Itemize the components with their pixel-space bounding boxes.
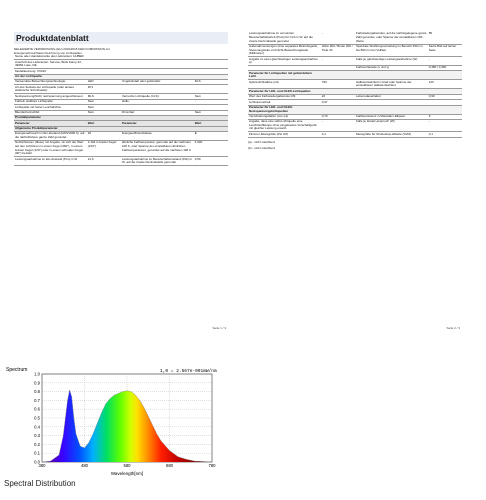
table-cell: Siehe Bild auf letzter Seite: [428, 44, 462, 57]
table-cell: Leistungsaufnahme im Bereitschaftszustand (Psb) in W, auf die zweite Dezimalstelle gerundet: [121, 156, 193, 165]
table-cell: 120: [428, 80, 462, 89]
table-cell: Vernetzte Lichtquelle (CLS):: [121, 94, 194, 99]
table-cell: [428, 105, 462, 114]
table-cell: 0,70: [321, 114, 355, 119]
table-cell: 85: [428, 32, 462, 44]
table-cell: Nutzlichtstrom (Φuse) mit Angabe, ob sich der Wert auf den Lichtstrom in einem Kegel (360°), in einem breiten Kegel (120°) oder in einem schmalen Kegel (90°) bezieht: [14, 141, 87, 157]
table-cell: 0,1: [321, 132, 355, 137]
y-tick-label: 0.7: [34, 397, 40, 403]
table-cell: E: [194, 132, 228, 141]
table-cell: Angabe, dass eine LED-Lichtquelle eine Leuchtstofflampe ohne eingebautes Vorschaltgerät mit gleicher Leistung ersetzt.: [248, 119, 321, 132]
y-ticks: [34, 372, 40, 465]
table-cell: [428, 71, 462, 80]
table-cell: Farbein stellbare Lichtquelle:: [14, 99, 87, 104]
table-cell: Nein: [87, 105, 121, 110]
datasheet-page-1: [14, 32, 228, 332]
table-cell: Anschrift des Lieferanten: Service, Bulls Kamp 22, 49084 Lotte, DE: [14, 60, 87, 69]
table-cell: Wert des Farbwiedergabeindex R9: [248, 94, 321, 99]
table-cell: ähnliche Farbtemperatur, gerundet auf die nächsten 100 K, oder Spanne der einstellbaren ähnlichen Farbtemperaturen, gerundet auf die nächsten 100 K: [121, 141, 194, 157]
spectrum-chart: [4, 364, 230, 478]
page-title: Produktdatenblatt: [14, 32, 228, 44]
table-cell: Art des Sockels der Lichtquelle (oder andere elektrische Schnittstelle): [14, 85, 87, 94]
y-tick-label: 0.6: [34, 406, 40, 412]
table-cell: Falls ja, Ersatz-anspruch (W): [355, 119, 428, 132]
table-cell: Parameter: [121, 121, 194, 126]
regulation-line: DELEGIERTE VERORDNUNG (EU) 2019/2015 DER KOMMISSION zur: [14, 47, 110, 51]
table-cell: Lichtquelle mit hoher Leuchtdichte:: [14, 105, 87, 110]
x-tick-label: 480: [81, 463, 88, 468]
table-cell: [321, 105, 355, 114]
table-cell: Parameter für LED- und OLED-Netzspannungslichtquellen: [248, 105, 321, 114]
table-cell: Nein: [194, 94, 228, 99]
datasheet-page-2: [248, 32, 462, 332]
table-cell: Verwendete Beleuchtungstechnologie:: [14, 80, 87, 85]
table-cell: DLS: [194, 80, 228, 85]
table-cell: Flimmer-Messgröße (Pst LM): [248, 132, 321, 137]
table-cell: [121, 85, 194, 94]
table-cell: 21,6: [87, 157, 121, 166]
table-cell: 6: [428, 114, 462, 119]
y-tick-label: 0.3: [34, 433, 40, 439]
table-row: [14, 141, 228, 157]
table-cell: 0,380 / 0,380: [428, 66, 462, 71]
page-number: Seite 2 / 3: [446, 326, 460, 330]
table-cell: Farbkonsistenz in MacAdam-Ellipsen: [355, 114, 428, 119]
table-cell: [355, 105, 428, 114]
table-cell: Parameter für Lichtquellen mit gebündeltem Licht: [248, 71, 321, 80]
datasheet-table: [248, 32, 462, 138]
table-cell: Höhe 300 / Breite 300 / Tiefe 40: [321, 44, 355, 57]
table-cell: -: [428, 119, 462, 132]
x-tick-label: 580: [123, 463, 131, 468]
table-row: [14, 60, 228, 69]
table-cell: -: [428, 57, 462, 66]
table-cell: Nein: [87, 99, 121, 104]
table-cell: 796: [321, 80, 355, 89]
table-cell: Falls ja, gleichwertige Leistungsaufnahme (W): [355, 57, 428, 66]
table-cell: Spektrale Strahlungsverteilung im Bereich 250 nm bis 800 nm bei Volllast: [355, 44, 428, 57]
table-cell: Art der Lichtquelle:: [14, 74, 87, 79]
table-cell: Wert: [87, 121, 121, 126]
table-cell: 0,1: [428, 132, 462, 137]
x-tick-label: 380: [38, 463, 46, 468]
table-cell: Energieverbrauch im Ein-Zustand (kWh/1000 h), auf die nächsthöhere ganze Zahl gerundet: [14, 132, 87, 141]
table-cell: [321, 71, 355, 80]
table-cell: [355, 71, 428, 80]
table-cell: [194, 60, 228, 69]
table-cell: Dimmbar:: [121, 110, 194, 115]
datasheet-table: [14, 55, 228, 166]
table-cell: 22: [87, 132, 121, 141]
table-cell: 2.194 in breiter Kegel (120°): [87, 141, 121, 157]
table-cell: Parameter für LED- und OLED-Lichtquellen: [248, 89, 321, 94]
table-row: [248, 71, 462, 80]
x-tick-label: 780: [208, 463, 216, 468]
table-cell: [121, 60, 194, 69]
y-tick-label: 1.0: [34, 371, 40, 377]
table-cell: Blendschutzschild:: [14, 110, 87, 115]
page-number: Seite 1 / 3: [212, 326, 226, 330]
regulation-line: Energieverbrauchskennzeichnung von Lichtquellen: [14, 51, 82, 55]
table-cell: Energieeffizienzklasse: [121, 132, 194, 141]
y-tick-label: 0.5: [34, 415, 40, 421]
x-axis-label: Wavelength[nm]: [110, 471, 144, 476]
x-ticks: [39, 463, 217, 468]
table-row: [14, 132, 228, 141]
table-cell: Hülle:: [121, 99, 194, 104]
table-cell: [87, 60, 121, 69]
table-cell: -: [321, 32, 355, 44]
table-cell: Außenabmessungen ohne separates Betriebsgerät, Steuerungsteile und Nicht-Beleuchtungsteile (Millimeter): [248, 44, 321, 57]
table-cell: Farbwiedergabeindex, auf die nächstgelegene ganze Zahl gerundet, oder Spanne der einstellbaren CRI-Werte: [355, 32, 427, 43]
table-row: [248, 119, 462, 132]
table-cell: Allgemeine Produktparameter: [14, 126, 87, 131]
table-cell: 0,97: [321, 100, 355, 105]
y-tick-label: 0.9: [34, 380, 40, 386]
table-cell: 22: [321, 94, 355, 99]
table-cell: -: [194, 99, 228, 104]
table-cell: Name oder Handelsmarke des Lieferanten: HUBER: [14, 55, 87, 60]
y-tick-label: 0.4: [34, 424, 40, 430]
table-cell: Modellkennung: XX222: [14, 69, 87, 74]
table-cell: Verschiebungsfaktor (cos φ1): [248, 114, 321, 119]
spectrum-svg: [4, 364, 230, 478]
table-row: [248, 105, 462, 114]
table-row: [248, 132, 462, 137]
table-cell: Produktparameter: [14, 115, 87, 120]
table-row: [248, 32, 462, 44]
table-cell: Messgröße für Stroboskop-Effekte (SVM): [355, 132, 428, 137]
table-cell: Parameter: [14, 121, 87, 126]
legend-text: 1,0 = 2.567e-001mW/nm: [160, 369, 217, 374]
y-tick-label: 0.2: [34, 441, 40, 447]
table-cell: Netzspannung/Nicht netzspannung angeschlossen:: [14, 94, 87, 99]
footnote: (b) - nicht zutreffend: [248, 145, 275, 150]
table-cell: Leistungsaufnahme im Ein-Zustand (Pon) in W: [14, 157, 87, 166]
y-tick-label: 0.8: [34, 389, 40, 395]
table-cell: Lebensdauerfaktor: [355, 94, 428, 99]
plot-title: Spectrum: [6, 367, 28, 373]
y-tick-label: 0.1: [34, 450, 40, 456]
table-row: [14, 85, 228, 94]
table-cell: 4 000: [194, 141, 228, 157]
table-cell: MLS: [87, 94, 121, 99]
table-cell: 0,50: [194, 157, 228, 166]
table-cell: -: [321, 57, 355, 66]
y-tick-label: 0.0: [34, 459, 40, 465]
table-row: [14, 157, 228, 166]
table-cell: LED: [87, 80, 121, 85]
table-cell: [194, 85, 228, 94]
table-cell: R7s: [87, 85, 121, 94]
table-row: [248, 57, 462, 66]
table-cell: -: [321, 119, 355, 132]
footnote: (a) - nicht zutreffend: [248, 139, 275, 144]
table-cell: Leistungsaufnahme im vernetzten Bereitschaftsbetrieb (Pnet) für CLS in W, auf die zweite Dezimalstelle gerundet: [248, 32, 321, 44]
table-cell: Lichtstromerhalt: [248, 100, 321, 105]
table-cell: Halbwertswinkel in Grad oder Spanne der einstellbaren Halbwertswinkel: [355, 80, 428, 89]
table-cell: Angabe zu einer gleichwertigen Leistungsaufnahme a): [248, 57, 321, 66]
x-tick-label: 680: [166, 463, 173, 468]
table-cell: Nein: [194, 110, 228, 115]
table-cell: Ungebündelt oder gebündelt:: [121, 80, 194, 85]
table-row: [248, 44, 462, 57]
table-cell: Nein: [87, 110, 121, 115]
spectrum-caption: Spectral Distribution: [4, 479, 76, 488]
table-cell: Wert: [194, 121, 228, 126]
table-cell: Spitzenlichtstärke (cd): [248, 80, 321, 89]
table-row: [248, 80, 462, 89]
table-cell: Farbwertanteile (x und y): [355, 66, 428, 71]
table-cell: 0,90: [428, 94, 462, 99]
